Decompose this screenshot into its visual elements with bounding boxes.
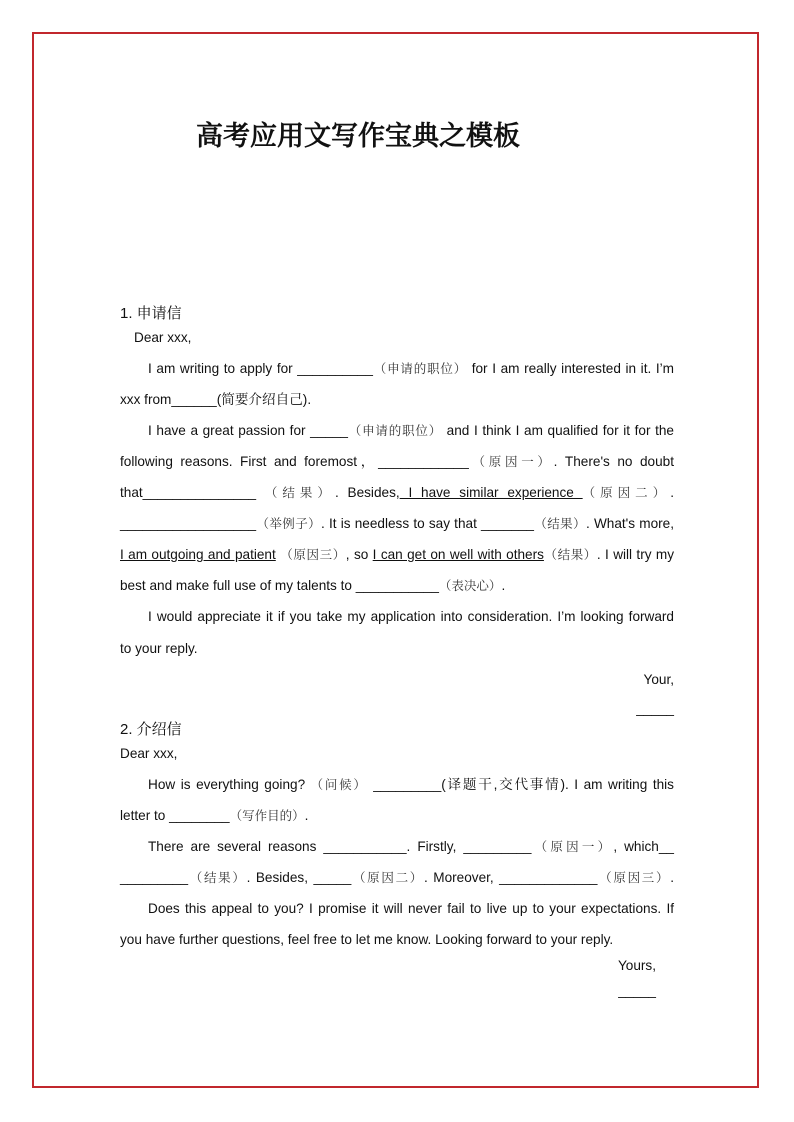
text-run: letter to ________ [120, 808, 230, 823]
paragraph-line [120, 577, 505, 595]
text-run: . Besides, [334, 485, 400, 500]
text-run: , so [345, 547, 373, 562]
chinese-hint: （原因一） [531, 839, 614, 854]
paragraph-line [148, 838, 674, 856]
text-run: I am writing to apply for __________ [148, 361, 373, 376]
underlined-phrase: I have similar experience [399, 485, 583, 500]
paragraph-line [120, 546, 674, 564]
document-title: 高考应用文写作宝典之模板 [196, 121, 520, 152]
text-run: . [670, 870, 674, 885]
text-run: . There's no doubt [553, 454, 674, 469]
chinese-hint: （原因二） [582, 485, 671, 500]
chinese-hint: （结果） [533, 516, 586, 531]
text-run: , which__ [613, 839, 674, 854]
text-run: for I am really interested in it. I’m [467, 361, 674, 376]
text-run: __________________ [120, 516, 257, 531]
chinese-hint: （原因三） [597, 870, 671, 885]
text-run: best and make full use of my talents to ___________ [120, 578, 439, 593]
chinese-hint: （结果） [264, 485, 335, 500]
text-run: . Besides, _____ [246, 870, 352, 885]
text-run: There are several reasons ___________. Firstly, _________ [148, 839, 532, 854]
text-run: I have a great passion for _____ [148, 423, 348, 438]
chinese-hint: （申请的职位） [372, 361, 468, 376]
text-run: _________ [120, 870, 189, 885]
text-run: . [501, 578, 506, 593]
text-run: _________(译题干,交代事情). I am writing this [367, 777, 674, 792]
chinese-hint: （原因二） [351, 870, 424, 885]
chinese-hint: （原因一） [468, 454, 554, 469]
paragraph-line: to your reply. [120, 641, 198, 656]
chinese-hint: （举例子） [256, 516, 322, 531]
chinese-hint: （结果） [188, 870, 247, 885]
underlined-phrase: I am outgoing and patient [120, 547, 276, 562]
text-run: . Moreover, _____________ [424, 870, 598, 885]
closing: Your, [643, 672, 674, 687]
chinese-hint: （表决心） [438, 578, 502, 593]
signature-blank: _____ [618, 983, 656, 998]
text-run: . [670, 485, 674, 500]
text-run: How is everything going? [148, 777, 311, 792]
greeting: Dear xxx, [134, 330, 192, 345]
text-run: . It is needless to say that _______ [321, 516, 534, 531]
section-heading-application-letter: 1. 申请信 [120, 305, 182, 322]
chinese-hint: （结果） [543, 547, 597, 562]
section-heading-introduction-letter: 2. 介绍信 [120, 721, 182, 738]
chinese-hint: （原因三） [275, 547, 346, 562]
text-run: . [304, 808, 309, 823]
signature-blank: _____ [636, 701, 674, 716]
paragraph-line: Does this appeal to you? I promise it will never fail to live up to your expectations. If [148, 901, 674, 916]
underlined-phrase: I can get on well with others [372, 547, 544, 562]
chinese-hint: （问候） [310, 777, 368, 792]
paragraph-line [120, 869, 674, 887]
text-run: following reasons. First and foremost，____________ [120, 454, 469, 469]
greeting: Dear xxx, [120, 746, 178, 761]
paragraph-line [120, 484, 674, 502]
paragraph-line [120, 807, 308, 825]
paragraph-line: I would appreciate it if you take my application into consideration. I’m looking forward [148, 609, 674, 624]
chinese-hint: （申请的职位） [347, 423, 443, 438]
paragraph-line [148, 360, 674, 378]
paragraph-line [120, 515, 674, 533]
text-run: . What's more, [585, 516, 674, 531]
text-run: that_______________ [120, 485, 265, 500]
text-run: . I will try my [596, 547, 675, 562]
paragraph-line: you have further questions, feel free to let me know. Looking forward to your reply. [120, 932, 614, 947]
paragraph-line [120, 453, 674, 471]
paragraph-line: xxx from______(简要介绍自己). [120, 392, 312, 407]
paragraph-line [148, 422, 674, 440]
closing: Yours, [617, 958, 656, 973]
paragraph-line [148, 776, 674, 794]
text-run: and I think I am qualified for it for the [442, 423, 674, 438]
chinese-hint: （写作目的） [229, 808, 305, 823]
